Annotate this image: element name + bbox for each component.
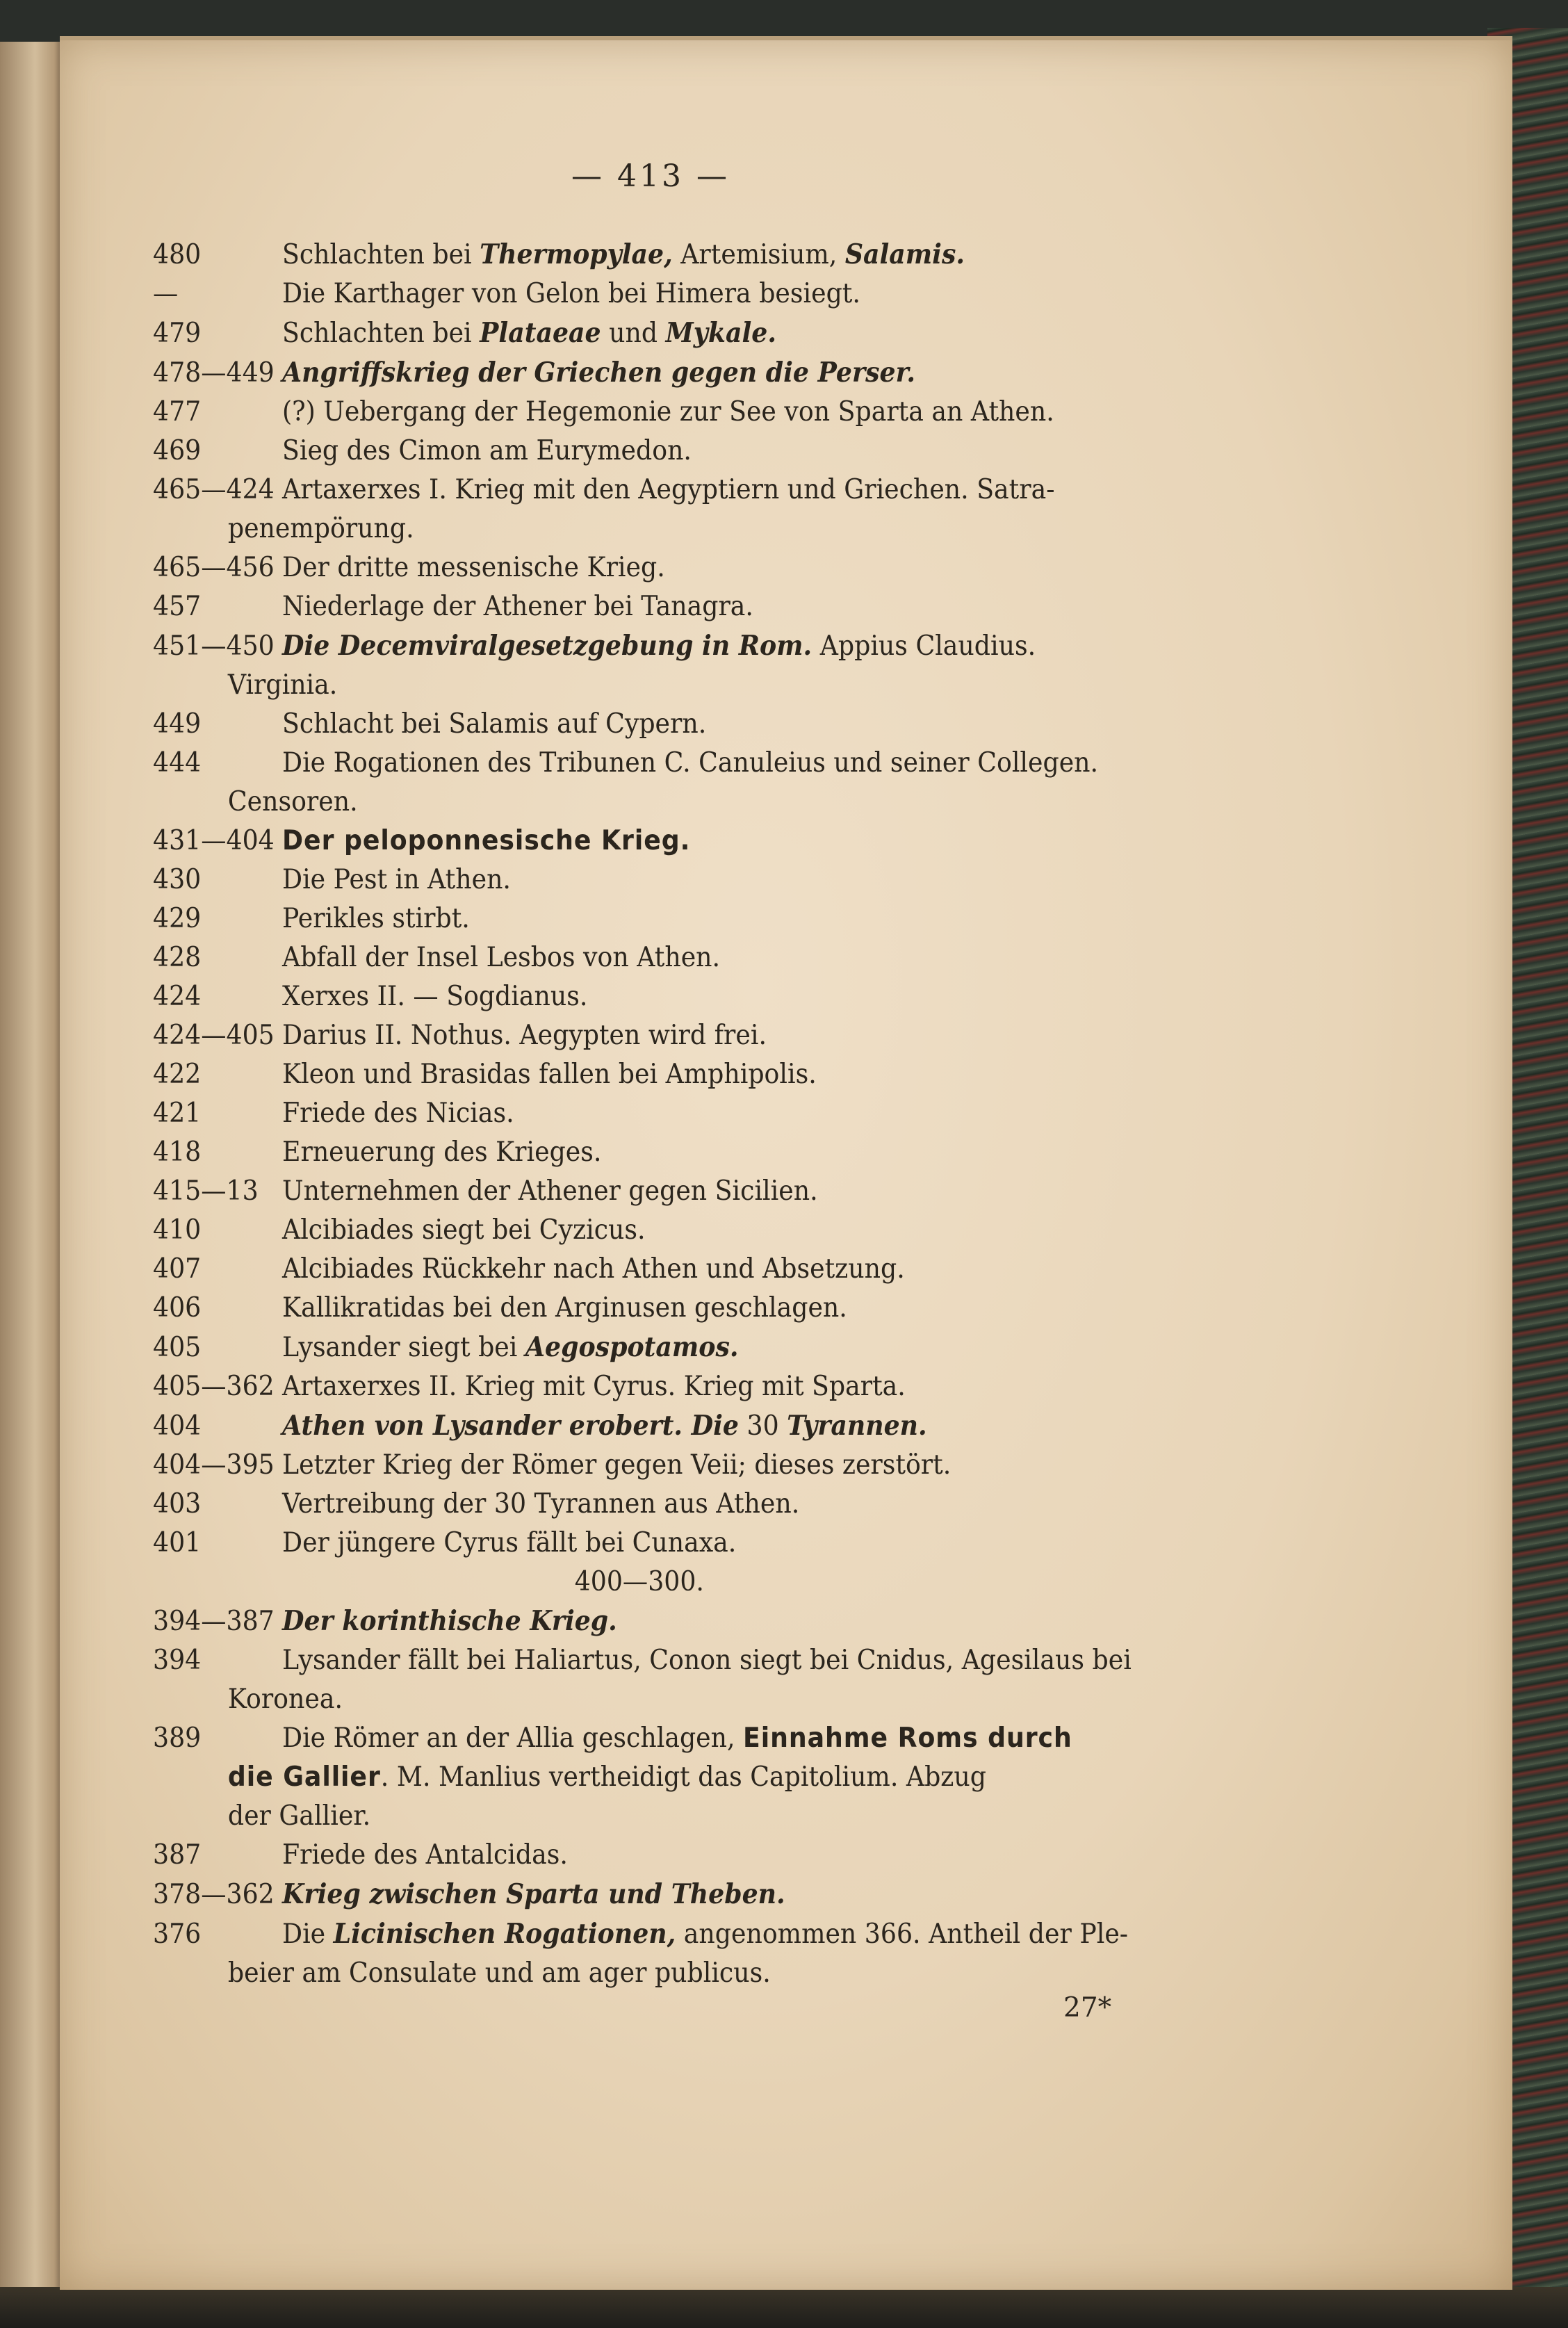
- chronology-entry: [153, 353, 1203, 393]
- entry-year: 477: [153, 396, 202, 428]
- entry-italic-text: Salamis.: [844, 238, 965, 270]
- entry-plain-text: Friede des Antalcidas.: [282, 1839, 568, 1871]
- entry-text: [282, 1367, 1203, 1406]
- entry-year: 394: [153, 1645, 202, 1676]
- entry-year: 376: [153, 1919, 202, 1950]
- chronology-entry: [153, 393, 1203, 432]
- chronology-entry: [153, 314, 1203, 353]
- entry-text: [282, 900, 1203, 938]
- chronology-entry: [153, 1485, 1203, 1524]
- chronology-entry: [153, 861, 1203, 900]
- entry-year: 444: [153, 747, 202, 779]
- entry-continuation-text: [228, 666, 1203, 705]
- chronology-entry: [153, 1250, 1203, 1289]
- entry-plain-text: (?) Uebergang der Hegemonie zur See von Sparta an Athen.: [282, 396, 1054, 428]
- entry-text: [282, 1250, 1203, 1289]
- chronology-entry: [153, 587, 1203, 626]
- chronology-entry: [153, 1914, 1203, 1954]
- entry-year: 389: [153, 1723, 202, 1754]
- entry-text: [282, 1094, 1203, 1133]
- chronology-entry: [153, 1172, 1203, 1211]
- entry-plain-text: 30: [738, 1410, 787, 1442]
- entry-italic-text: Licinischen Rogationen,: [333, 1918, 676, 1950]
- entry-plain-text: Artaxerxes I. Krieg mit den Aegyptiern und Griechen. Satra-: [282, 474, 1055, 505]
- entry-plain-text: Niederlage der Athener bei Tanagra.: [282, 591, 753, 622]
- entry-text: [282, 275, 1203, 314]
- entry-year: 465—424: [153, 474, 275, 505]
- entry-year: 406: [153, 1292, 202, 1324]
- entry-plain-text: Lysander fällt bei Haliartus, Conon siegt bei Cnidus, Agesilaus bei: [282, 1645, 1132, 1676]
- page-number: — 413 —: [571, 158, 730, 194]
- entry-plain-text: Der jüngere Cyrus fällt bei Cunaxa.: [282, 1527, 737, 1558]
- entry-text: [282, 1485, 1203, 1524]
- chronology-entry: [153, 1367, 1203, 1406]
- chronology-entry: [153, 1875, 1203, 1914]
- entry-plain-text: Friede des Nicias.: [282, 1098, 514, 1129]
- entry-year: 387: [153, 1839, 202, 1871]
- chronology-entry: [153, 1094, 1203, 1133]
- entry-year: 404: [153, 1410, 202, 1442]
- chronology-entry: [153, 1836, 1203, 1875]
- entry-italic-text: Krieg zwischen Sparta und Theben.: [282, 1878, 785, 1910]
- entry-italic-text: Tyrannen.: [787, 1410, 927, 1442]
- chronology-entry: [153, 548, 1203, 587]
- entry-plain-text: Perikles stirbt.: [282, 903, 470, 934]
- entry-continuation-text: [228, 783, 1203, 822]
- chronology-entry: [153, 705, 1203, 744]
- entry-text: [282, 1836, 1203, 1875]
- chronology-entry: [153, 432, 1203, 471]
- entry-year: 403: [153, 1488, 202, 1520]
- entry-plain-text: Abfall der Insel Lesbos von Athen.: [282, 942, 721, 973]
- entry-plain-text: Schlachten bei: [282, 318, 480, 349]
- entry-plain-text: Darius II. Nothus. Aegypten wird frei.: [282, 1020, 767, 1051]
- entry-year: 465—456: [153, 552, 275, 583]
- entry-continuation-text: [228, 1680, 1203, 1719]
- entry-text: [282, 1016, 1203, 1055]
- entry-plain-text: Artaxerxes II. Krieg mit Cyrus. Krieg mit Sparta.: [282, 1371, 906, 1402]
- entry-text: [282, 1641, 1203, 1680]
- entry-text: [282, 861, 1203, 900]
- entry-plain-text: Die Rogationen des Tribunen C. Canuleius und seiner Collegen.: [282, 747, 1099, 779]
- chronology-list: [153, 235, 1203, 1993]
- entry-year: 421: [153, 1098, 202, 1129]
- entry-year: 418: [153, 1137, 202, 1168]
- entry-year: —: [153, 278, 179, 309]
- entry-plain-text: Unternehmen der Athener gegen Sicilien.: [282, 1175, 818, 1207]
- entry-text: [282, 938, 1203, 977]
- section-heading: 400—300.: [574, 1566, 704, 1597]
- entry-plain-text: penempörung.: [227, 513, 414, 544]
- entry-plain-text: Die Karthager von Gelon bei Himera besiegt.: [282, 278, 860, 309]
- chronology-entry: [153, 471, 1203, 510]
- entry-text: [282, 1172, 1203, 1211]
- entry-year: 457: [153, 591, 202, 622]
- chronology-entry: [153, 1289, 1203, 1328]
- entry-plain-text: Koronea.: [227, 1684, 343, 1715]
- entry-italic-text: Angriffskrieg der Griechen gegen die Perser.: [282, 357, 916, 389]
- entry-continuation-text: [228, 510, 1203, 548]
- chronology-entry: [153, 1016, 1203, 1055]
- entry-year: 478—449: [153, 357, 275, 389]
- chronology-entry: [153, 1406, 1203, 1446]
- entry-continuation: [153, 1797, 1203, 1836]
- chronology-entry: [153, 938, 1203, 977]
- chronology-entry: [153, 1719, 1203, 1758]
- bottom-background: [0, 2287, 1568, 2328]
- entry-plain-text: Virginia.: [227, 669, 338, 701]
- entry-text: [282, 744, 1203, 783]
- entry-plain-text: Artemisium,: [672, 239, 845, 270]
- entry-plain-text: Kallikratidas bei den Arginusen geschlagen.: [282, 1292, 847, 1324]
- entry-text: [282, 471, 1203, 510]
- entry-plain-text: Die Römer an der Allia geschlagen,: [282, 1723, 744, 1754]
- chronology-entry: [153, 1524, 1203, 1563]
- entry-text: [282, 1524, 1203, 1563]
- entry-text: [282, 1914, 1203, 1954]
- entry-plain-text: Lysander siegt bei: [282, 1332, 525, 1363]
- entry-text: [282, 1719, 1203, 1758]
- chronology-entry: [153, 1055, 1203, 1094]
- entry-continuation-text: [228, 1954, 1203, 1993]
- entry-year: 407: [153, 1253, 202, 1285]
- chronology-entry: [153, 1328, 1203, 1367]
- chronology-entry: [153, 235, 1203, 275]
- entry-italic-text: Aegospotamos.: [525, 1331, 739, 1363]
- entry-year: 378—362: [153, 1879, 275, 1910]
- entry-italic-text: Thermopylae,: [480, 238, 673, 270]
- entry-year: 428: [153, 942, 202, 973]
- entry-bold-text: die Gallier: [227, 1761, 381, 1793]
- entry-text: [282, 705, 1203, 744]
- chronology-entry: [153, 1446, 1203, 1485]
- chronology-entry: [153, 822, 1203, 861]
- entry-year: 404—395: [153, 1449, 275, 1481]
- entry-continuation-text: der Gallier.: [227, 1800, 371, 1832]
- left-page-edge: [0, 42, 64, 2328]
- entry-continuation: [153, 666, 1203, 705]
- entry-year: 394—387: [153, 1606, 275, 1637]
- entry-text: [282, 1446, 1203, 1485]
- entry-year: 401: [153, 1527, 202, 1558]
- entry-year: 424—405: [153, 1020, 275, 1051]
- entry-text: [282, 1875, 1203, 1914]
- entry-bold-text: Einnahme Roms durch: [743, 1723, 1072, 1754]
- entry-plain-text: . M. Manlius vertheidigt das Capitolium. Abzug: [380, 1761, 986, 1793]
- entry-continuation-text: [228, 1758, 1203, 1797]
- entry-italic-text: Athen von Lysander erobert. Die: [282, 1410, 739, 1442]
- entry-text: [282, 587, 1203, 626]
- entry-plain-text: beier am Consulate und am ager publicus.: [227, 1957, 771, 1989]
- entry-year: 410: [153, 1214, 202, 1246]
- entry-text: [282, 235, 1203, 275]
- chronology-entry: [153, 1133, 1203, 1172]
- entry-italic-text: Mykale.: [665, 317, 776, 349]
- entry-year: 469: [153, 435, 202, 466]
- entry-plain-text: Sieg des Cimon am Eurymedon.: [282, 435, 692, 466]
- chronology-entry: [153, 1602, 1203, 1641]
- entry-plain-text: Kleon und Brasidas fallen bei Amphipolis.: [282, 1059, 817, 1090]
- entry-plain-text: Alcibiades siegt bei Cyzicus.: [282, 1214, 646, 1246]
- entry-year: 405—362: [153, 1371, 275, 1402]
- entry-text: [282, 314, 1203, 353]
- entry-text: [282, 626, 1203, 666]
- entry-plain-text: Appius Claudius.: [812, 630, 1036, 662]
- entry-year: 451—450: [153, 630, 275, 662]
- entry-plain-text: Letzter Krieg der Römer gegen Veii; dieses zerstört.: [282, 1449, 952, 1481]
- entry-text: [282, 548, 1203, 587]
- entry-text: [282, 1055, 1203, 1094]
- entry-continuation: [153, 1758, 1203, 1797]
- entry-plain-text: Alcibiades Rückkehr nach Athen und Absetzung.: [282, 1253, 905, 1285]
- entry-text: [282, 353, 1203, 393]
- entry-plain-text: Censoren.: [227, 786, 358, 817]
- signature-mark: 27*: [1063, 1992, 1112, 2024]
- entry-plain-text: angenommen 366. Antheil der Ple-: [676, 1919, 1129, 1950]
- entry-year: 405: [153, 1332, 202, 1363]
- chronology-entry: [153, 900, 1203, 938]
- entry-text: [282, 822, 1203, 861]
- entry-text: [282, 393, 1203, 432]
- entry-plain-text: Die Pest in Athen.: [282, 864, 511, 895]
- entry-year: 430: [153, 864, 202, 895]
- entry-year: 415—13: [153, 1175, 259, 1207]
- entry-plain-text: Die: [282, 1919, 334, 1950]
- chronology-entry: [153, 1211, 1203, 1250]
- chronology-entry: [153, 275, 1203, 314]
- entry-year: 429: [153, 903, 202, 934]
- entry-year: 449: [153, 708, 202, 740]
- entry-continuation: [153, 783, 1203, 822]
- entry-plain-text: Schlacht bei Salamis auf Cypern.: [282, 708, 707, 740]
- entry-plain-text: Erneuerung des Krieges.: [282, 1137, 602, 1168]
- entry-text: [282, 1602, 1203, 1641]
- entry-italic-text: Die Decemviralgesetzgebung in Rom.: [282, 630, 812, 662]
- entry-plain-text: Der dritte messenische Krieg.: [282, 552, 665, 583]
- entry-text: [282, 432, 1203, 471]
- entry-year: 480: [153, 239, 202, 270]
- entry-year: 479: [153, 318, 202, 349]
- entry-text: [282, 1328, 1203, 1367]
- entry-text: [282, 977, 1203, 1016]
- chronology-entry: [153, 626, 1203, 666]
- entry-text: [282, 1406, 1203, 1446]
- entry-continuation: [153, 1680, 1203, 1719]
- chronology-entry: [153, 1641, 1203, 1680]
- entry-plain-text: Vertreibung der 30 Tyrannen aus Athen.: [282, 1488, 800, 1520]
- entry-plain-text: und: [601, 318, 666, 349]
- entry-plain-text: Schlachten bei: [282, 239, 480, 270]
- entry-italic-text: Der korinthische Krieg.: [282, 1605, 617, 1637]
- chronology-entry: [153, 977, 1203, 1016]
- entry-continuation: [153, 510, 1203, 548]
- entry-text: [282, 1211, 1203, 1250]
- entry-text: [282, 1133, 1203, 1172]
- entry-year: 424: [153, 981, 202, 1012]
- entry-bold-text: Der peloponnesische Krieg.: [282, 825, 691, 856]
- entry-year: 431—404: [153, 825, 275, 856]
- entry-italic-text: Plataeae: [480, 317, 601, 349]
- entry-plain-text: Xerxes II. — Sogdianus.: [282, 981, 588, 1012]
- chronology-entry: [153, 744, 1203, 783]
- entry-year: 422: [153, 1059, 202, 1090]
- entry-text: [282, 1289, 1203, 1328]
- entry-continuation: [153, 1954, 1203, 1993]
